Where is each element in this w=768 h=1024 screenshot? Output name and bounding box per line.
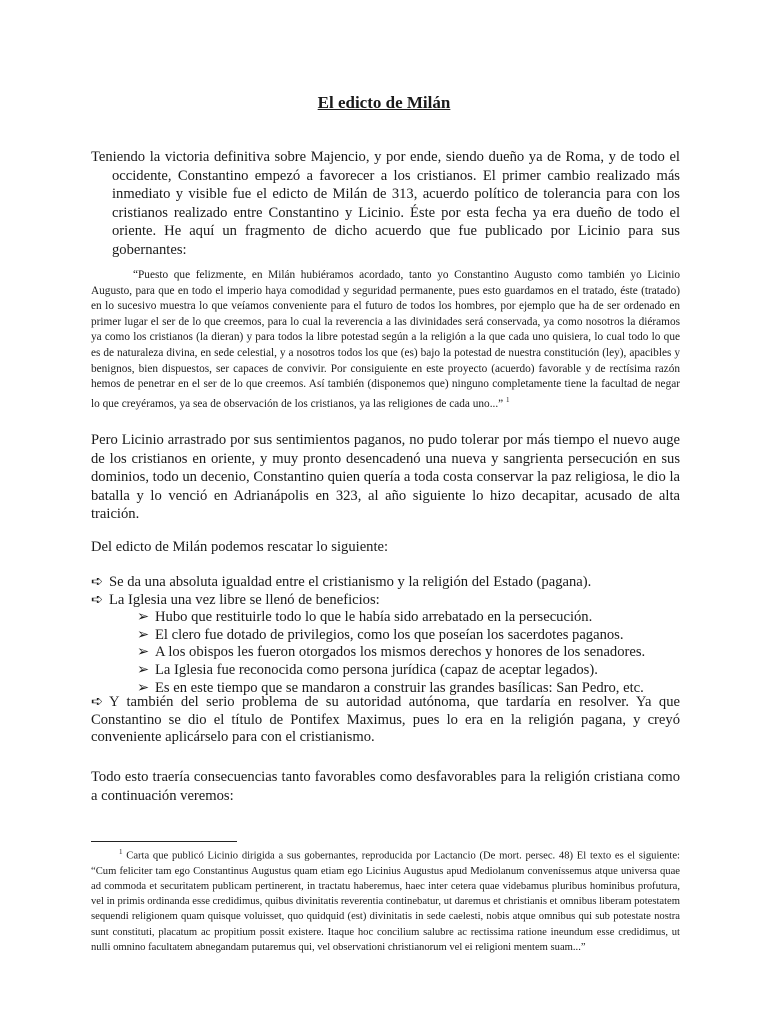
sub-list-item [91,609,680,627]
edict-quote-text: “Puesto que felizmente, en Milán hubiéramos acordado, tanto yo Constantino Augusto como también yo Licinio Augusto, para que en todo el imperio haya comodidad y seguridad permanente, pues esto guardamos en el tratado, éste (tratado) en lo sucesivo muestra lo que veíamos conveniente para el futuro de todos los hombres, por ejemplo que ha de ser ordenado en primer lugar el ser de lo que creemos, para lo cual la reverencia a las divinidades será conservada, ya como nosotros la diéramos ya como los cristianos (la dieran) y para todos la libre potestad según a la religión a la que cada uno quisiera, lo cual todo lo que es de naturaleza divina, en sede celestial, y a nosotros todos los que (es) bajo la potestad de nuestra constitución (ley), apacibles y benignos, bien dispuestos, ser capaces de convivir. Por consiguiente en este proyecto (acuerdo) favorable y de rectísima razón hemos de penetrar en el ser de lo que creemos. Así también (disponemos que) ninguno completamente tiene la facultad de negar lo que creyéramos, ya sea de observación de los cristianos, ya las religiones de cada uno...” [91,269,680,410]
footnote-text: Carta que publicó Licinio dirigida a sus gobernantes, reproducida por Lactancio (De mort. persec. 48) El texto es el siguiente: “Cum feliciter tam ego Constantinus Augustus quam etiam ego Licinius Augustus apud Mediolanum conveníssemus atque universa quae ad commoda et securitatem publicam pertinerent, in tractatu haberemus, haec inter cetera quae videbamus pluribus hominibus profutura, vel in primis ordinanda esse credidimus, quibus divinitatis reverentia continebatur, ut daremus et christianis et omnibus liberam potestatem sequendi religionem quam quisque voluisset, quo quidquid (est) divinitatis in sede caelesti, nobis atque omnibus qui sub potestate nostra sunt constituti, placatum ac propitium possit existere. Itaque hoc concilium salubre ac rectissima ratione ineundum esse credidimus, ut nulli omnino facultatem abnegandam putaremus qui, vel observationi christianorum vel ei religioni mentem suam...” [91,850,681,953]
arrow-icon: ➪ [91,694,104,710]
intro-paragraph: Teniendo la victoria definitiva sobre Majencio, y por ende, siendo dueño ya de Roma, y de todo el occidente, Constantino empezó a favorecer a los cristianos. El primer cambio realizado más inmediato y visible fue el edicto de Milán de 313, acuerdo político de tolerancia para con los cristianos realizado entre Constantino y Licinio. Éste por esta fecha ya era dueño de todo el oriente. He aquí un fragmento de dicho acuerdo que fue publicado por Licinio para sus gobernantes: [91,149,680,258]
arrowhead-icon: ➢ [137,626,150,643]
list-item-text: Y también del serio problema de su autoridad autónoma, que tardaría en resolver. Ya que Constantino se dio el título de Pontifex Maximus, pues lo era en la religión pagana, y creyó conveniente aplicárselo para con el cristianismo. [91,694,680,746]
footnote-number: 1 [119,848,123,856]
list-item-final [91,694,680,747]
summary-intro: Del edicto de Milán podemos rescatar lo siguiente: [91,539,389,555]
consequences-list [91,574,680,697]
sub-list-item-text: La Iglesia fue reconocida como persona jurídica (capaz de aceptar legados). [155,661,598,678]
arrow-icon: ➪ [91,574,104,590]
sub-list-item [91,644,680,662]
arrowhead-icon: ➢ [137,644,150,661]
sub-list-item [91,662,680,680]
list-item-text: Se da una absoluta igualdad entre el cristianismo y la religión del Estado (pagana). [109,574,592,590]
list-item [91,592,680,610]
arrowhead-icon: ➢ [137,661,150,678]
footnote [91,845,680,955]
list-item-text: La Iglesia una vez libre se llenó de beneficios: [109,591,380,608]
footnote-divider [91,841,237,842]
sub-list-item-text: Es en este tiempo que se mandaron a construir las grandes basílicas: San Pedro, etc. [155,679,644,696]
arrow-icon: ➪ [91,591,104,608]
licinio-paragraph: Pero Licinio arrastrado por sus sentimientos paganos, no pudo tolerar por más tiempo el nuevo auge de los cristianos en oriente, y muy pronto desencadenó una nueva y sangrienta persecución en sus dominios, todo un decenio, Constantino quien quería a toda costa conservar la paz religiosa, le dio la batalla y lo venció en Adrianápolis en 323, al año siguiente lo hizo decapitar, acusado de alta traición. [91,432,680,523]
sub-list-item [91,627,680,645]
sub-list-item-text: Hubo que restituirle todo lo que le había sido arrebatado en la persecución. [155,609,593,626]
edict-quote [91,268,680,412]
footnote-reference[interactable]: 1 [506,395,510,404]
sub-list-item-text: A los obispos les fueron otorgados los mismos derechos y honores de los senadores. [155,644,646,661]
closing-paragraph: Todo esto traería consecuencias tanto favorables como desfavorables para la religión cristiana como a continuación veremos: [91,769,680,804]
arrowhead-icon: ➢ [137,609,150,626]
arrowhead-icon: ➢ [137,679,150,696]
document-title: El edicto de Milán [317,93,451,112]
sub-list-item-text: El clero fue dotado de privilegios, como los que poseían los sacerdotes paganos. [155,626,624,643]
list-item [91,574,680,592]
